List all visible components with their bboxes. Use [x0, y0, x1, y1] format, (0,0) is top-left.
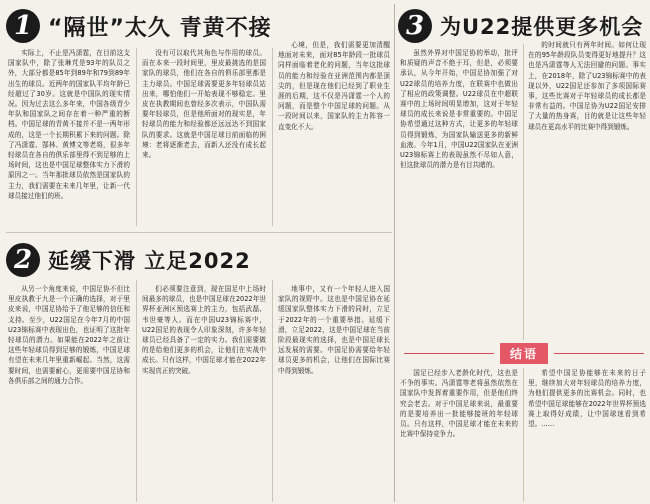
conclusion-column-2 — [528, 368, 646, 502]
conclusion-column-1 — [400, 368, 518, 502]
section-1-column-3 — [278, 40, 390, 226]
section-number-badge: 2 — [6, 243, 40, 277]
section-number-badge: 1 — [6, 9, 40, 43]
section-title: 为U22提供更多机会 — [440, 15, 644, 39]
article-paragraph: 国足已经步入老龄化时代，这也是不争的事实。冯潇霆等老将虽然依然在国家队中发挥着重要作用，但是他们终究会老去。对于中国足球来说，最重要的是要培养出一批能够接班的年轻球员。只有这样，中国足球才能在未来的比赛中保持竞争力。 — [400, 369, 518, 439]
section-1-heading — [6, 4, 272, 48]
article-paragraph: 希望中国足协能够在未来的日子里，继续加大对年轻球员的培养力度，为他们提供更多的比赛机会。同时，也希望中国足球能够在2022年世界杯预选赛上取得好成绩，让中国球迷看到希望。…… — [528, 369, 646, 429]
section-2-column-3 — [278, 284, 390, 502]
section-number-badge: 3 — [398, 9, 432, 43]
column-divider — [523, 44, 524, 340]
section-3-column-2 — [528, 40, 646, 338]
article-paragraph: 虽然外界对中国足协的举动，批评和质疑的声音不绝于耳，但是，必须要承认，从今年开始，中国足协加强了对U22球员的培养力度，在联赛中也做出了相应的政策调整。U22球员在中超联赛中的上场时间明显增加，这对于年轻球员的成长来说是非常重要的。中国足协希望通过这种方式，让更多的年轻球员得到锻炼，为国家队输送更多的新鲜血液。今年1月，中国U22国家队在亚洲U23锦标赛上的表现虽然不尽如人意，但这批球员的潜力是有目共睹的。 — [400, 49, 518, 170]
section-1-column-1 — [8, 48, 130, 226]
section-1-column-2 — [142, 48, 266, 226]
article-paragraph: 实际上，不止是冯潇霆，在目前这支国家队中，除了张琳芃是93年的队员之外，大部分都是85年到89年和79到89年出生的球员。近两年的国家队平均年龄已经超过了30岁。这就是中国队的现实情况。因为过去这么多年来，中国各级青少年队和国家队之间存在着一种严重的断档。中国足球的青黄不接并不是一两年形成的，这是一个长期积累下来的问题。除了冯潇霆、郜林、黄博文等老将，很多年轻球员在各自的俱乐部里得不到足够的上场时间，这也是中国足球整体实力下滑的原因之一。当年那批球员依然是国家队的主力，我们需要在未来几年里，让新一代球员接过他们的班。 — [8, 49, 130, 200]
section-title: 延缓下滑 立足2022 — [48, 249, 251, 273]
column-divider — [272, 280, 273, 502]
article-paragraph: 心境，但是，我们需要更加清醒地面对未来，面对85年龄段一批球员同样面临着老化的问题，当年这批球员的能力和经验在亚洲范围内都是顶尖的，但是现在他们已经到了职业生涯的后期，这不仅是冯潇霆一个人的问题，而是整个中国足球的问题。从一段时间以来，国家队的主力阵容一直变化不大。 — [278, 41, 390, 131]
conclusion-header — [398, 344, 650, 362]
section-2-heading — [6, 238, 251, 282]
article-paragraph: 地事中，又有一个年轻人进入国家队的视野中。这也是中国足协在延缓国家队整体实力下滑的同时，立足于2022年的一个重要举措。延缓下滑，立足2022，这是中国足球在当前阶段最现实的选择，也是中国足球长远发展的需要。中国足协需要给年轻球员更多的机会，让他们在国际比赛中得到锻炼。 — [278, 285, 390, 375]
column-divider — [523, 368, 524, 502]
page-divider — [394, 4, 395, 502]
article-paragraph: 没有可以取代其角色与作用的球员。而在本来一段时间里，里皮最挑选的是国家队的球员，他们在各自的俱乐部里都是主力球员。中国足球需要更多年轻球员站出来，哪怕他们一开始表现不够稳定。里皮在执教期间也曾经多次表示，中国队需要年轻球员，但是他所面对的现实是，年轻球员的能力和经验都还远远达不到国家队的要求。这就是中国足球目前面临的困境：老将逐渐老去，而新人还没有成长起来。 — [142, 49, 266, 160]
section-3-column-1 — [400, 48, 518, 338]
column-divider — [136, 280, 137, 502]
article-paragraph: 的时间就只有两年时间。如何让现在的95年龄段队员变得更好地提升？这也是冯潇霆等人无法回避的问题。事实上，在2018年，除了U23锦标赛中的表现以外，U22国足还参加了多项国际赛事，这些比赛对于年轻球员的成长都是非常有益的。中国足协为U22国足安排了大量的热身赛，目的就是让这些年轻球员在更高水平的比赛中得到锻炼。 — [528, 41, 646, 131]
section-title: “隔世”太久 青黄不接 — [48, 15, 272, 41]
section-divider — [6, 232, 392, 233]
section-2-column-2 — [142, 284, 266, 502]
conclusion-label: 结语 — [500, 343, 548, 364]
article-paragraph: 从另一个角度来说，中国足协不但比里皮执教于九是一个正确的选择，对于里皮来说，中国足协给予了他足够的信任和支持。至少，U22国足在今年7月的中国U23锦标赛中表现出色，也证明了这批年轻球员的潜力。如果能在2022年之前让这些年轻球员得到足够的锻炼，中国足球有望在未来几年里重新崛起。当然，这需要时间，也需要耐心，更需要中国足协和各俱乐部之间的通力合作。 — [8, 285, 130, 385]
column-divider — [272, 48, 273, 226]
section-2-column-1 — [8, 284, 130, 502]
column-divider — [136, 48, 137, 226]
article-paragraph: 们必须要注意到，现在国足中上场时间最多的球员，也是中国足球在2022年世界杯亚洲区预选赛上的主力，包括武磊、韦世豪等人。而在中国U23锦标赛中，U22国足的表现令人印象深刻，许多年轻球员已经具备了一定的实力。我们需要做的是给他们更多的机会，让他们在实战中成长。只有这样，中国足球才能在2022年实现真正的突破。 — [142, 285, 266, 375]
